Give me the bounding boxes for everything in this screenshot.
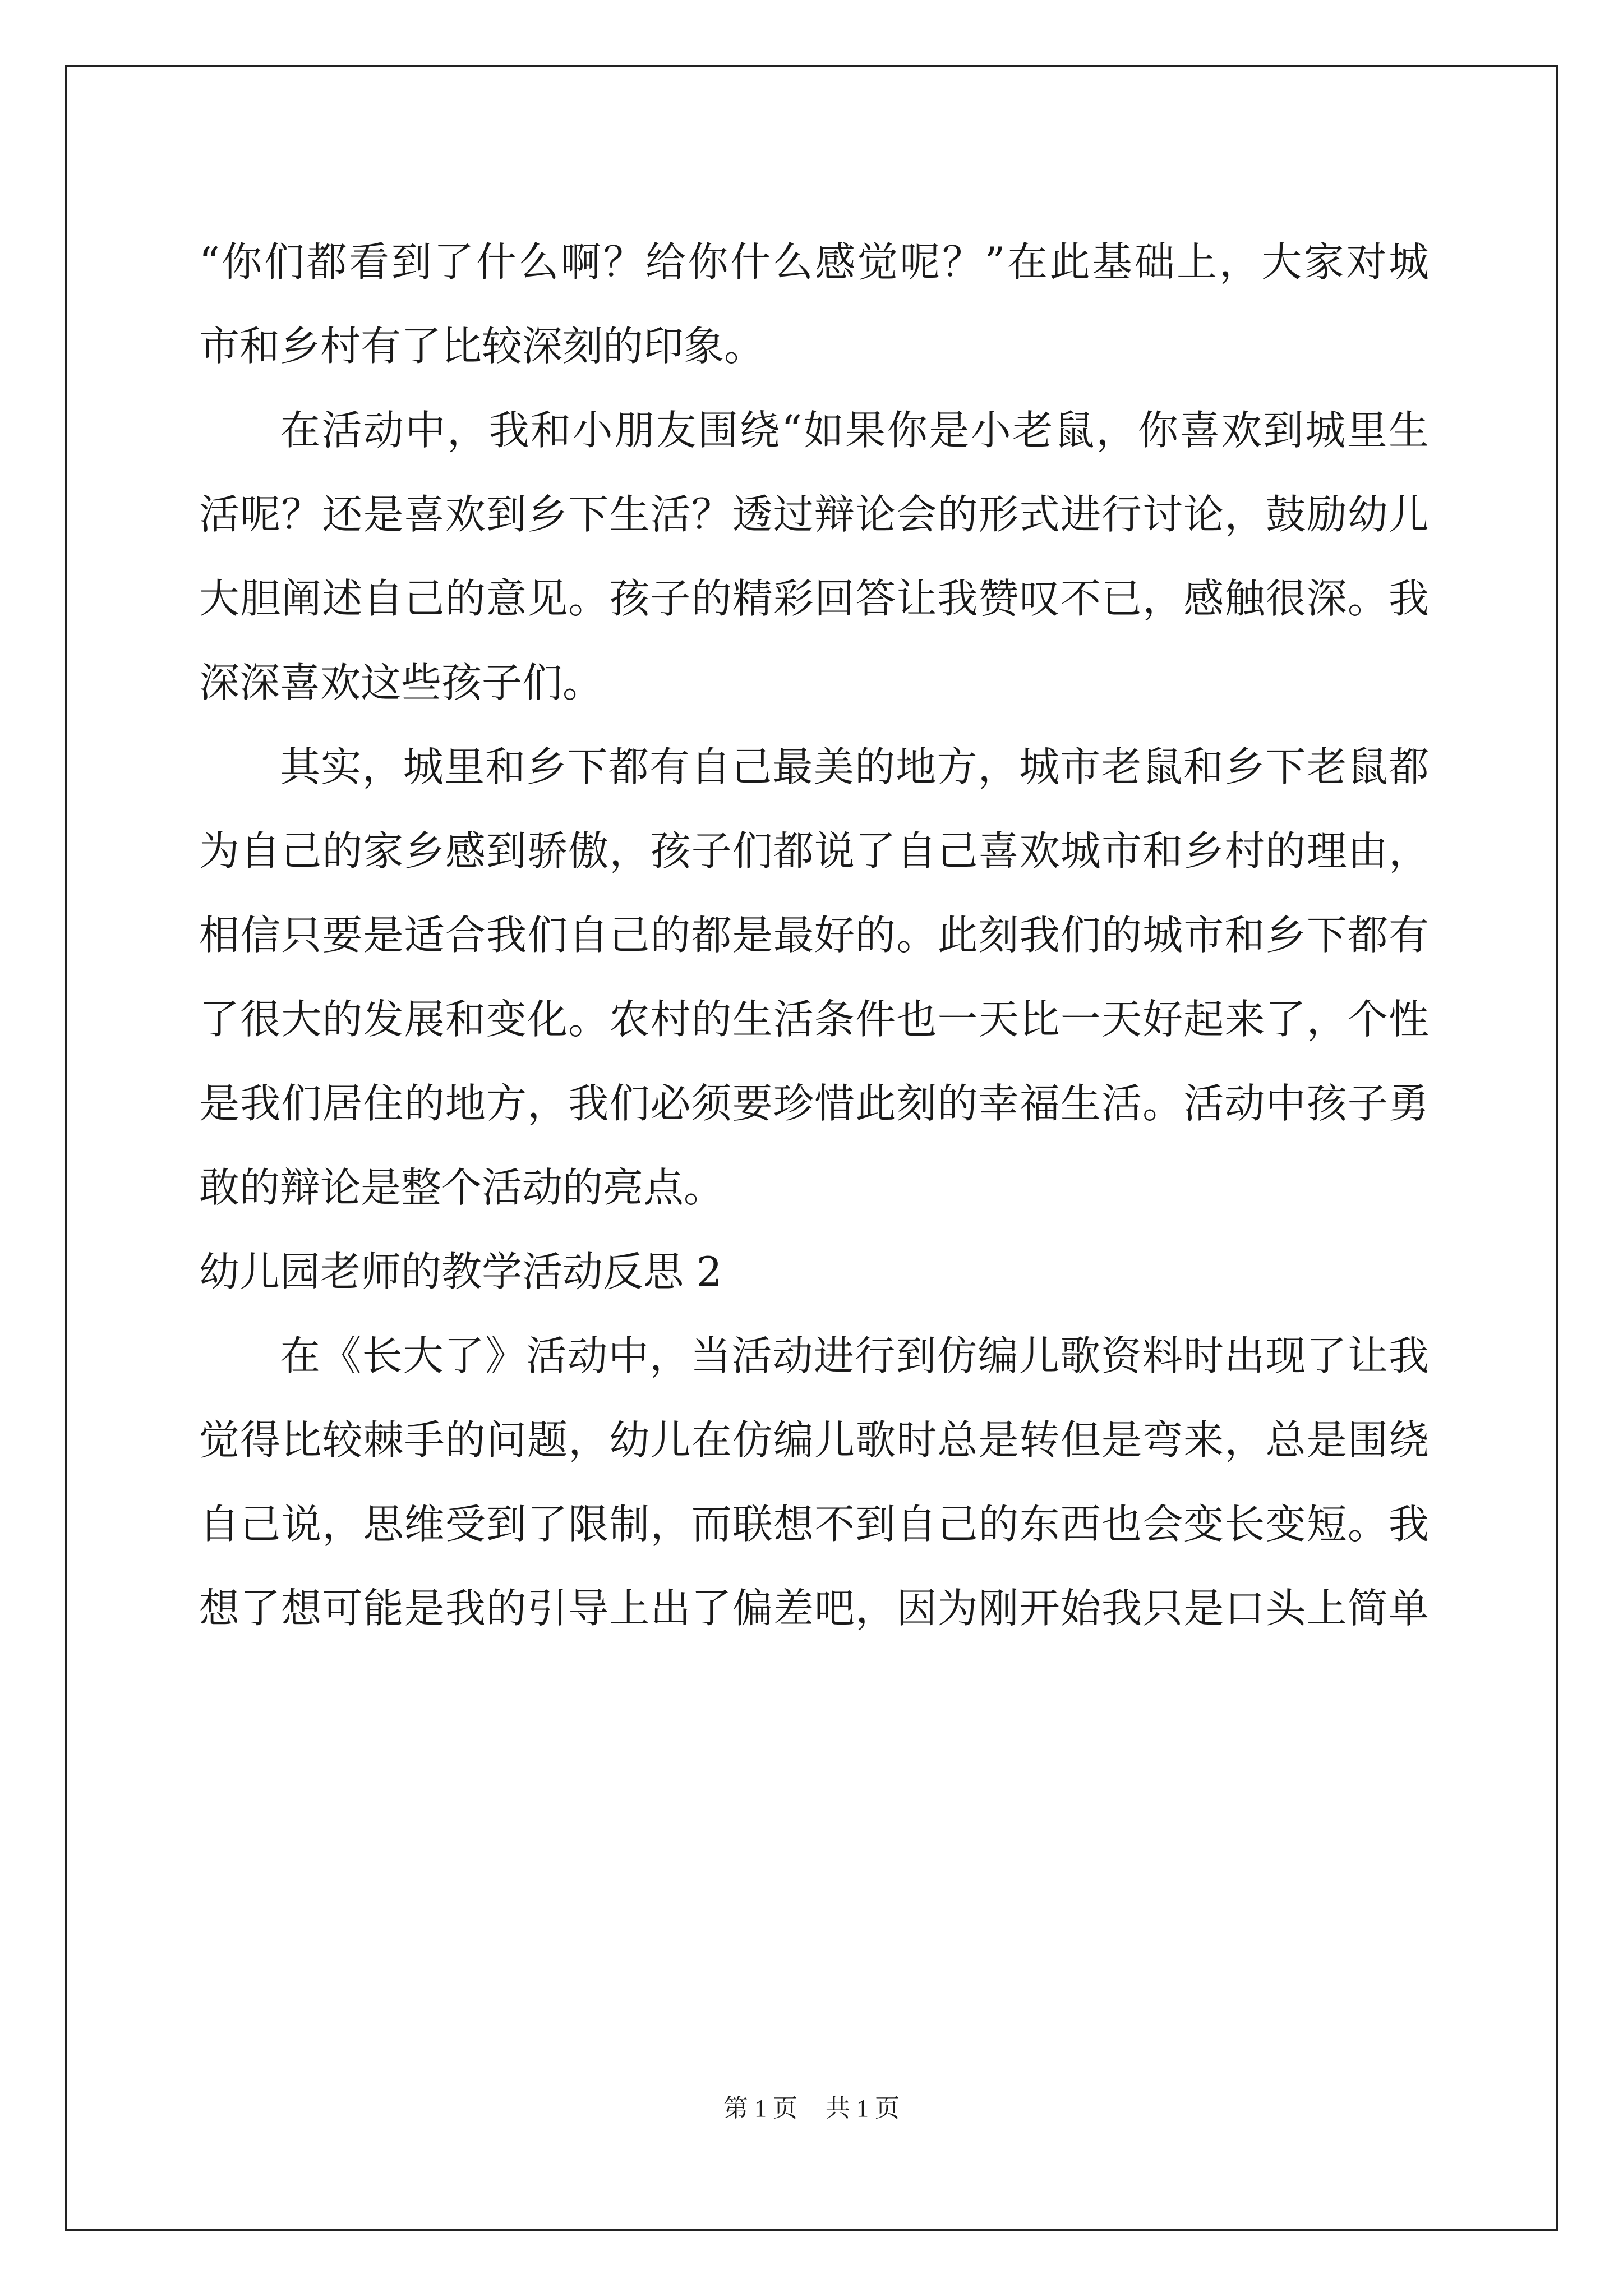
paragraph <box>199 388 1429 725</box>
text-line: 觉得比较棘手的问题，幼儿在仿编儿歌时总是转但是弯来，总是围绕 <box>199 1416 1429 1464</box>
page-footer <box>0 2088 1623 2124</box>
text-line: 活呢？还是喜欢到乡下生活？透过辩论会的形式进行讨论，鼓励幼儿 <box>199 491 1429 538</box>
text-line: 了很大的发展和变化。农村的生活条件也一天比一天好起来了，个性 <box>199 996 1429 1043</box>
text-line: 大胆阐述自己的意见。孩子的精彩回答让我赞叹不已，感触很深。我 <box>199 575 1429 622</box>
text-line: 市和乡村有了比较深刻的印象。 <box>199 323 765 370</box>
text-line: 自己说，思维受到了限制，而联想不到自己的东西也会变长变短。我 <box>199 1501 1429 1548</box>
paragraph <box>199 725 1429 1230</box>
text-line: 敢的辩论是整个活动的亮点。 <box>199 1164 725 1211</box>
document-body <box>199 220 1429 1650</box>
text-line: 其实，城里和乡下都有自己最美的地方，城市老鼠和乡下老鼠都 <box>280 743 1429 790</box>
paragraph <box>199 1314 1429 1650</box>
text-line: 相信只要是适合我们自己的都是最好的。此刻我们的城市和乡下都有 <box>199 912 1429 959</box>
page-total: 共 1 页 <box>826 2095 900 2122</box>
text-line: 为自己的家乡感到骄傲，孩子们都说了自己喜欢城市和乡村的理由， <box>199 827 1429 875</box>
text-line: 在《长大了》活动中，当活动进行到仿编儿歌资料时出现了让我 <box>280 1332 1429 1379</box>
text-line: 深深喜欢这些孩子们。 <box>199 659 603 706</box>
paragraph <box>199 220 1429 388</box>
text-line: 在活动中，我和小朋友围绕“如果你是小老鼠，你喜欢到城里生 <box>280 407 1429 454</box>
text-line: 想了想可能是我的引导上出了偏差吧，因为刚开始我只是口头上简单 <box>199 1585 1429 1632</box>
text-line: “你们都看到了什么啊？给你什么感觉呢？”在此基础上，大家对城 <box>199 238 1429 286</box>
text-line: 是我们居住的地方，我们必须要珍惜此刻的幸福生活。活动中孩子勇 <box>199 1080 1429 1127</box>
section-heading: 幼儿园老师的教学活动反思 2 <box>199 1248 722 1295</box>
page-number: 第 1 页 <box>723 2095 797 2122</box>
